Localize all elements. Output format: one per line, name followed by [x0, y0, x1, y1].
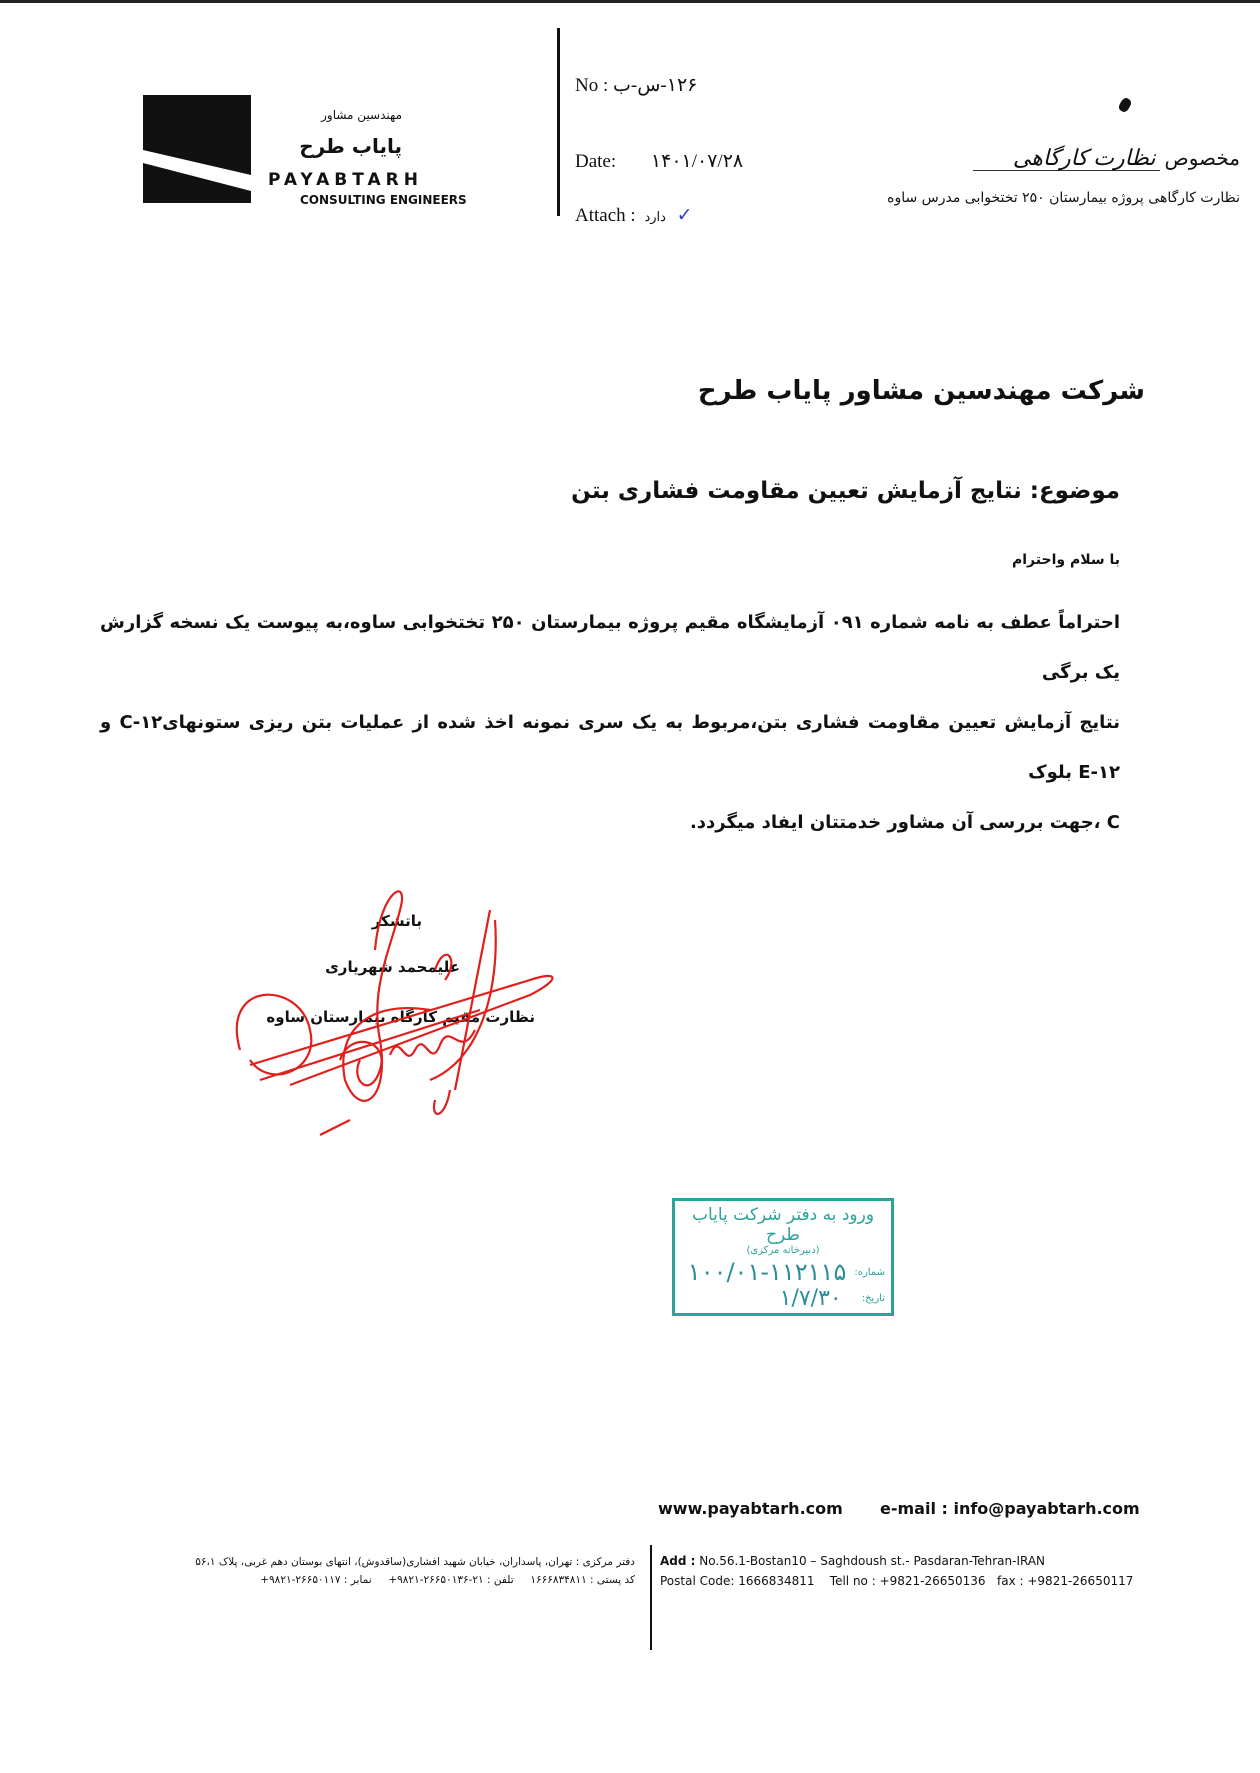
signer-title: نظارت مقیم کارگاه بیمارستان ساوه: [266, 1008, 535, 1026]
attach-label: Attach :: [575, 205, 636, 226]
footer-divider: [650, 1545, 652, 1650]
handwritten-signature: [230, 870, 570, 1170]
logo-persian-name: پایاب طرح: [299, 134, 402, 158]
recipient: [973, 145, 1240, 171]
footer-website[interactable]: www.payabtarh.com: [658, 1499, 843, 1518]
logo-tagline: CONSULTING ENGINEERS: [300, 193, 467, 207]
closing: باتشکر: [371, 912, 422, 930]
body-line: احتراماً عطف به نامه شماره ۰۹۱ آزمایشگاه مقیم پروژه بیمارستان ۲۵۰ تختخوابی ساوه،به پیوست یک نسخه گزارش یک برگی: [100, 612, 1121, 683]
scan-edge: [0, 0, 1260, 3]
body-line: C ،جهت بررسی آن مشاور خدمتتان ایفاد میگردد.: [689, 812, 1120, 833]
recipient-prefix: مخصوص: [1164, 148, 1240, 170]
receipt-stamp: [672, 1198, 894, 1316]
letter-body: [100, 598, 1120, 848]
date-value: ۱۴۰۱/۰۷/۲۸: [650, 151, 744, 172]
letter-attach: [575, 204, 693, 227]
footer-en-address: [660, 1554, 1045, 1568]
recipient-handwritten: نظارت کارگاهی: [973, 145, 1160, 171]
subject: موضوع: نتایج آزمایش تعیین مقاومت فشاری بتن: [571, 478, 1120, 504]
letter-date: [575, 150, 743, 173]
logo-latin-name: PAYABTARH: [268, 170, 423, 190]
body-line: نتایج آزمایش تعیین مقاومت فشاری بتن،مربوط به یک سری نمونه اخذ شده از عملیات بتن ریزی ستونهای۱۲-C و ۱۲-E بلوک: [100, 712, 1120, 783]
attach-value: دارد: [644, 209, 666, 224]
footer-en-contacts: Postal Code: 1666834811 Tell no : +9821-26650136 fax : +9821-26650117: [660, 1574, 1134, 1588]
address-value: No.56.1-Bostan10 – Saghdoush st.- Pasdaran-Tehran-IRAN: [699, 1554, 1046, 1568]
addressee: شرکت مهندسین مشاور پایاب طرح: [697, 376, 1145, 406]
ink-mark: [1117, 96, 1133, 113]
greeting: با سلام واحترام: [1012, 552, 1120, 568]
stamp-number-label: شماره:: [854, 1266, 885, 1278]
header-divider: [557, 28, 560, 216]
logo-subtitle: مهندسین مشاور: [321, 108, 402, 122]
footer-email[interactable]: e-mail : info@payabtarh.com: [880, 1499, 1140, 1518]
check-icon: ✓: [676, 205, 693, 226]
signer-name: علیمحمد شهریاری: [325, 958, 460, 976]
company-logo: [143, 95, 251, 203]
recipient-project: نظارت کارگاهی پروژه بیمارستان ۲۵۰ تختخوابی مدرس ساوه: [887, 190, 1240, 206]
address-label: Add :: [660, 1554, 696, 1568]
stamp-date: ۱/۷/۳۰: [779, 1286, 842, 1311]
footer-fa-address: دفتر مرکزی : تهران، پاسداران، خیابان شهید افشاری(ساقدوش)، انتهای بوستان دهم غربی، پلاک ۵۶،۱: [195, 1556, 635, 1568]
no-label: No :: [575, 75, 609, 96]
stamp-title: ورود به دفتر شرکت پایاب طرح: [691, 1205, 875, 1245]
date-label: Date:: [575, 151, 617, 172]
stamp-number: ۱۰۰/۰۱-۱۱۲۱۱۵: [687, 1258, 847, 1286]
stamp-subtitle: (دبیرخانه مرکزی): [746, 1245, 820, 1256]
footer-fa-contacts: کد پستی : ۱۶۶۶۸۳۴۸۱۱ تلفن : ۲۱-۲۶۶۵۰۱۳۶-۹۸۲۱+ نمابر : ۲۶۶۵۰۱۱۷-۹۸۲۱+: [260, 1574, 635, 1586]
stamp-date-label: تاریخ:: [861, 1293, 885, 1304]
no-value: ۱۲۶-س-ب: [613, 75, 698, 96]
letter-number: [575, 74, 697, 97]
